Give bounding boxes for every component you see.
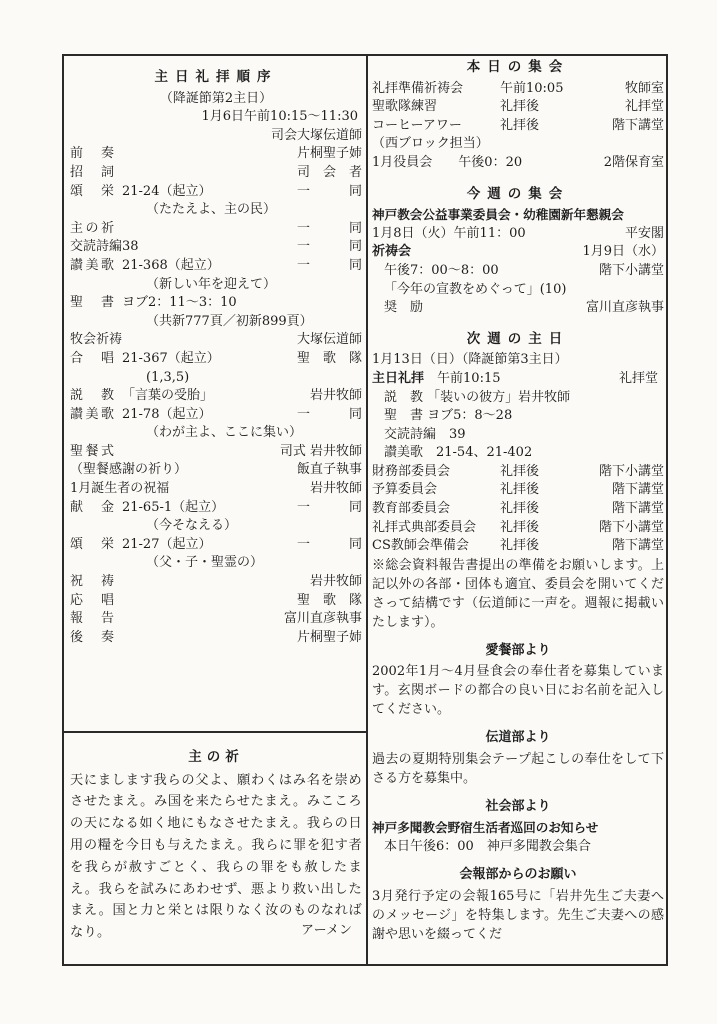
prayer-meeting-label: 祈祷会	[372, 244, 412, 260]
order-row-person: 飯直子執事	[296, 462, 362, 478]
order-row	[70, 480, 362, 499]
worship-order-section	[70, 62, 362, 647]
meeting-place: 牧師室	[624, 80, 664, 96]
meeting-time: 午後0：20	[458, 154, 523, 170]
meeting-name: 財務部委員会	[372, 463, 451, 479]
next-sermon: 説 教 「装いの彼方」岩井牧師	[384, 389, 571, 405]
order-row-person: 一 同	[296, 239, 362, 255]
order-row	[70, 461, 362, 480]
meeting-time: 礼拝後	[500, 99, 540, 115]
order-row	[70, 573, 362, 592]
order-row	[70, 220, 362, 239]
encourage-label: 奨 励	[384, 300, 424, 316]
order-row	[70, 257, 362, 276]
order-row-label: 讃美歌	[70, 406, 114, 422]
prayer-meeting-time: 午後7：00～8：00	[384, 262, 499, 278]
order-row-person: 一 同	[296, 183, 362, 199]
meeting-row	[372, 519, 664, 538]
meeting-time: 午前10:05	[500, 80, 564, 96]
order-row-continuation: （共新777頁／初新899頁）	[146, 313, 313, 329]
notice-heading: 会報部からのお願い	[459, 867, 577, 883]
encourage-row	[372, 299, 664, 318]
notice-body: 3月発行予定の会報165号に「岩井先生ご夫妻へのメッセージ」を特集します。先生ご夫妻への感謝や思いを綴ってくだ	[372, 888, 664, 942]
order-row-person: 一 同	[296, 257, 362, 273]
worship-order-list	[70, 145, 362, 647]
order-row	[70, 610, 362, 629]
order-row-item: ヨブ2：11～3：10	[122, 295, 237, 311]
notice-heading: 愛餐部より	[485, 642, 551, 658]
notice-subheading: 神戸多聞教会野宿生活者巡回のお知らせ	[372, 819, 599, 835]
order-row-label: 聖 書	[70, 295, 114, 311]
worship-presider: 司会大塚伝道師	[270, 127, 362, 143]
order-row-label: 主の祈	[70, 220, 114, 236]
today-last-row	[372, 154, 664, 173]
order-row-label: （聖餐感謝の祈り）	[70, 462, 188, 478]
order-row-label: 報 告	[70, 611, 114, 627]
order-row-item: 21-368（起立）	[122, 257, 220, 273]
meeting-time: 礼拝後	[500, 519, 540, 535]
order-row	[70, 536, 362, 555]
order-row-label: 聖餐式	[70, 443, 114, 459]
order-row-person: 一 同	[296, 499, 362, 515]
meeting-time: 礼拝後	[500, 501, 540, 517]
order-row-person: 聖 歌 隊	[296, 592, 362, 608]
meeting-name: CS教師会準備会	[372, 538, 469, 554]
next-psalm: 交読詩編 39	[384, 426, 466, 442]
meeting-place: 階下講堂	[611, 538, 664, 554]
meeting-place: 階下講堂	[611, 117, 664, 133]
meeting-row	[372, 481, 664, 500]
order-row	[70, 331, 362, 350]
order-row	[70, 499, 362, 518]
order-row-label: 招 詞	[70, 164, 114, 180]
next-worship-place: 礼拝堂	[618, 370, 658, 386]
order-row	[70, 406, 362, 425]
order-row-label: 説 教	[70, 388, 114, 404]
order-row-label: 後 奏	[70, 629, 114, 645]
meeting-time: 礼拝後	[500, 463, 540, 479]
next-bible: 聖 書 ヨブ5：8～28	[384, 408, 513, 424]
next-worship-row	[372, 370, 664, 389]
today-meetings-list	[372, 80, 664, 136]
order-row-continuation: （わが主よ、ここに集い）	[146, 425, 303, 441]
meeting-name: 礼拝式典部委員会	[372, 519, 477, 535]
next-note: ※総会資料報告書提出の準備をお願いします。上記以外の各部・団体も適宜、委員会を開いてくださって結構です（伝道師に一声を。週報に掲載いたします）。	[372, 557, 664, 630]
order-row-label: 讃美歌	[70, 257, 114, 273]
order-row	[70, 164, 362, 183]
order-row-continuation: (1,3,5)	[146, 369, 190, 385]
order-row-person: 一 同	[296, 536, 362, 552]
prayer-meeting-place: 階下小講堂	[598, 262, 664, 278]
order-row-item: 21-65-1（起立）	[122, 499, 225, 515]
order-row-item: 「言葉の受胎」	[122, 388, 214, 404]
order-row-label: 献 金	[70, 499, 114, 515]
lords-prayer-text: 天にまします我らの父よ、願わくはみ名を崇めさせたまえ。み国を来たらせたまえ。みこころの天になる如く地にもなさせたまえ。我らの日用の糧を今日も与えたまえ。我らに罪を犯す者を我らが赦すごとく、我らの罪をも赦したまえ。我らを試みにあわせず、悪より救い出したまえ。国と力と栄とは限りなく汝のものなればなり。	[70, 772, 362, 941]
prayer-meeting-time-row	[372, 262, 664, 281]
order-row-label: 交読詩編	[70, 239, 123, 255]
meeting-name: 1月役員会	[372, 154, 433, 170]
notice-heading: 社会部より	[485, 799, 551, 815]
order-row-item: 21-78（起立）	[122, 406, 212, 422]
next-worship-time: 午前10:15	[437, 370, 501, 386]
meeting-place: 階下小講堂	[598, 463, 664, 479]
lords-prayer-title: 主の祈	[188, 749, 244, 765]
week-event1-date: 1月8日（火）午前11：00	[372, 225, 526, 241]
order-row	[70, 350, 362, 369]
meeting-time: 礼拝後	[500, 117, 540, 133]
today-meetings-title: 本日の集会	[466, 59, 570, 75]
order-row-label: 前 奏	[70, 146, 114, 162]
meeting-name: 予算委員会	[372, 482, 438, 498]
lords-prayer-amen: アーメン	[301, 923, 352, 939]
meeting-place: 階下講堂	[611, 501, 664, 517]
order-row-person: 岩井牧師	[309, 574, 362, 590]
order-row-label: 牧会祈祷	[70, 332, 123, 348]
order-row-label: 祝 祷	[70, 574, 114, 590]
order-row-continuation: （父・子・聖霊の）	[146, 555, 264, 571]
week-event1-row	[372, 225, 664, 244]
worship-order-subtitle: （降誕節第2主日）	[159, 90, 273, 106]
order-row-label: 合 唱	[70, 350, 114, 366]
column-divider	[366, 54, 368, 966]
prayer-meeting-topic: 「今年の宣教をめぐって」(10)	[384, 281, 567, 297]
meeting-row	[372, 463, 664, 482]
order-row	[70, 145, 362, 164]
meeting-row	[372, 80, 664, 99]
meeting-name: 聖歌隊練習	[372, 99, 438, 115]
meeting-place: 階下講堂	[611, 482, 664, 498]
order-row	[70, 443, 362, 462]
week-event1: 神戸教会公益事業委員会・幼稚園新年懇親会	[372, 207, 624, 223]
next-worship-label: 主日礼拝	[372, 370, 425, 386]
today-note: （西ブロック担当）	[372, 136, 489, 152]
meeting-row	[372, 98, 664, 117]
order-row-person: 司 会 者	[296, 164, 362, 180]
prayer-meeting-date: 1月9日（水）	[582, 244, 664, 260]
order-row-person: 岩井牧師	[309, 388, 362, 404]
order-row-label: 1月誕生者の祝福	[70, 481, 170, 497]
section-divider	[62, 731, 367, 733]
order-row-person: 片桐聖子姉	[296, 146, 362, 162]
notice-body: 2002年1月～4月昼食会の奉仕者を募集しています。玄関ボードの都合の良い日にお名前を記入してください。	[372, 664, 664, 718]
next-meetings-list	[372, 463, 664, 556]
meeting-place: 2階保育室	[603, 154, 664, 170]
order-row-item: 21-367（起立）	[122, 350, 220, 366]
announcements-column	[372, 52, 664, 944]
order-row-person: 聖 歌 隊	[296, 350, 362, 366]
meeting-time: 礼拝後	[500, 538, 540, 554]
order-row-person: 片桐聖子姉	[296, 629, 362, 645]
order-row-item: 38	[122, 239, 139, 255]
order-row-person: 富川直彦執事	[283, 611, 362, 627]
order-row-continuation: （たたえよ、主の民）	[146, 202, 277, 218]
order-row-item: 21-24（起立）	[122, 183, 212, 199]
meeting-row	[372, 537, 664, 556]
order-row-label: 応 唱	[70, 592, 114, 608]
order-row	[70, 387, 362, 406]
meeting-row	[372, 117, 664, 136]
order-row-label: 頌 栄	[70, 536, 114, 552]
order-row-person: 大塚伝道師	[296, 332, 362, 348]
next-sunday-title: 次週の主日	[466, 330, 570, 347]
order-row-person: 一 同	[296, 220, 362, 236]
order-row-continuation: （今そなえる）	[146, 518, 238, 534]
week-meetings-title: 今週の集会	[466, 185, 570, 202]
notices-list	[372, 642, 664, 944]
order-row-item: 21-27（起立）	[122, 536, 212, 552]
order-row-person: 一 同	[296, 406, 362, 422]
meeting-name: 教育部委員会	[372, 501, 451, 517]
encourage-person: 富川直彦執事	[585, 300, 664, 316]
order-row	[70, 294, 362, 313]
worship-order-title: 主日礼拝順序	[154, 69, 278, 85]
meeting-name: コーヒーアワー	[372, 117, 462, 133]
notice-body: 過去の夏期特別集会テープ起こしの奉仕をして下さる方を募集中。	[372, 752, 664, 787]
next-sunday-date: 1月13日（日）（降誕節第3主日）	[372, 352, 568, 368]
notice-heading: 伝道部より	[485, 730, 551, 746]
worship-date: 1月6日午前10:15～11:30	[201, 109, 358, 125]
order-row	[70, 629, 362, 648]
order-row-person: 司式 岩井牧師	[279, 443, 362, 459]
order-row	[70, 592, 362, 611]
order-row-person: 岩井牧師	[309, 481, 362, 497]
lords-prayer-section	[70, 740, 362, 941]
meeting-place: 礼拝堂	[624, 99, 664, 115]
meeting-row	[372, 500, 664, 519]
week-event1-place: 平安閣	[624, 225, 664, 241]
order-row	[70, 238, 362, 257]
meeting-place: 階下小講堂	[598, 519, 664, 535]
meeting-name: 礼拝準備祈祷会	[372, 80, 464, 96]
order-row-label: 頌 栄	[70, 183, 114, 199]
notice-body: 本日午後6：00 神戸多聞教会集合	[384, 839, 591, 855]
order-row	[70, 183, 362, 202]
next-hymn: 讃美歌 21-54、21-402	[384, 445, 533, 461]
prayer-meeting-row	[372, 243, 664, 262]
meeting-time: 礼拝後	[500, 482, 540, 498]
order-row-continuation: （新しい年を迎えて）	[146, 276, 277, 292]
